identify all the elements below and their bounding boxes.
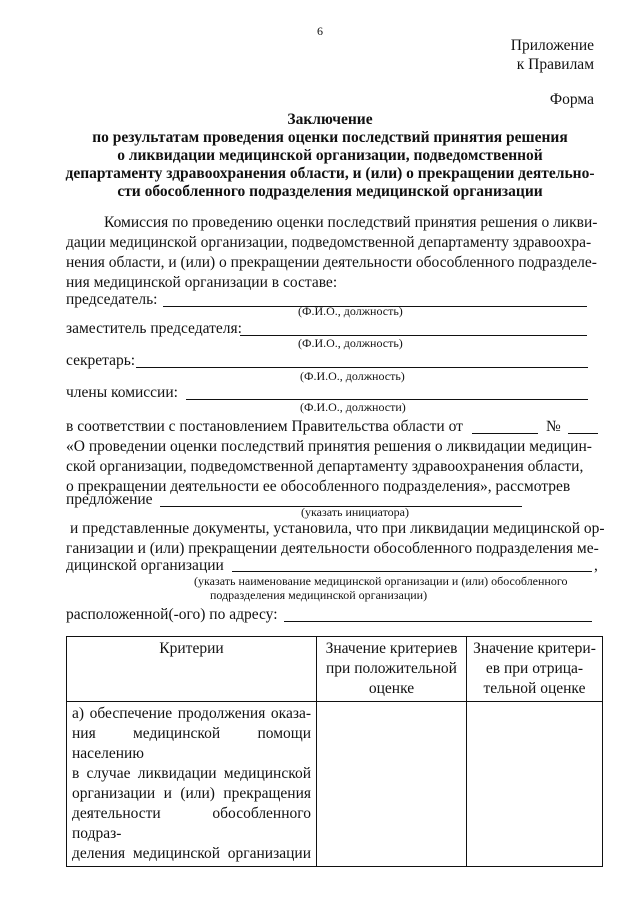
resolution-number-sign: №	[546, 418, 561, 435]
positive-value-cell[interactable]	[317, 702, 467, 867]
header-positive	[317, 637, 467, 702]
title-line-1: Заключение	[287, 111, 373, 128]
resolution-number-line[interactable]	[568, 433, 598, 434]
header-negative	[467, 637, 603, 702]
criteria-line: деления медицинской организации	[72, 845, 311, 862]
organization-hint-1: (указать наименование медицинской организации и (или) обособленного	[194, 574, 568, 588]
header-negative-line-3: тельной оценке	[483, 680, 586, 697]
header-positive-line-1: Значение критериев	[325, 640, 458, 657]
deputy-line[interactable]	[240, 335, 587, 336]
page-number: 6	[317, 24, 323, 38]
table-header-row	[67, 637, 603, 702]
appendix-line-1: Приложение	[510, 37, 594, 54]
organization-hint-2: подразделения медицинской организации)	[210, 588, 428, 602]
intro-line-4: ния медицинской организации в составе:	[66, 274, 338, 291]
title-line-5: сти обособленного подразделения медицинской организации	[117, 183, 543, 200]
resolution-line-1: в соответствии с постановлением Правительства области от	[66, 418, 463, 435]
criteria-line: деятельности обособленного подраз-	[72, 805, 311, 842]
header-criteria-line-1: Критерии	[159, 640, 224, 657]
criteria-line: организации и (или) прекращения	[72, 785, 311, 802]
members-label: члены комиссии:	[66, 384, 178, 401]
criteria-table	[66, 636, 603, 867]
address-label: расположенной(-ого) по адресу:	[66, 606, 278, 623]
intro-line-1: Комиссия по проведению оценки последствий принятия решения о ликви-	[104, 214, 598, 231]
members-hint: (Ф.И.О., должности)	[300, 400, 406, 414]
header-negative-line-1: Значение критери-	[473, 640, 596, 657]
header-positive-line-2: при положительной	[326, 660, 457, 677]
title-line-2: по результатам проведения оценки последствий принятия решения	[92, 129, 568, 146]
documents-line-1: и представленные документы, установила, что при ликвидации медицинской ор-	[70, 520, 605, 537]
criteria-line: а) обеспечение продолжения оказа-	[72, 705, 311, 722]
title-line-3: о ликвидации медицинской организации, подведомственной	[117, 147, 543, 164]
secretary-label: секретарь:	[66, 352, 136, 369]
criteria-cell	[67, 702, 317, 867]
organization-line[interactable]	[232, 571, 592, 572]
table-row	[67, 702, 603, 867]
appendix-line-2: к Правилам	[516, 56, 594, 73]
initiator-hint: (указать инициатора)	[301, 505, 409, 519]
criteria-line: ния медицинской помощи населению	[72, 725, 311, 762]
title-line-4: департаменту здравоохранения области, и (или) о прекращении деятельно-	[65, 165, 595, 182]
chairman-hint: (Ф.И.О., должность)	[298, 304, 403, 318]
chairman-label: председатель:	[66, 291, 158, 308]
resolution-line-3: ской организации, подведомственной департаменту здравоохранения области,	[66, 458, 584, 475]
resolution-date-line[interactable]	[472, 433, 538, 434]
criteria-line: в случае ликвидации медицинской	[72, 765, 311, 782]
documents-line-3: дицинской организации	[66, 557, 224, 574]
intro-line-3: нения области, и (или) о прекращении деятельности обособленного подразделе-	[66, 254, 597, 271]
address-line[interactable]	[284, 621, 592, 622]
deputy-label: заместитель председателя:	[66, 320, 242, 337]
resolution-line-5: предложение	[66, 491, 153, 508]
secretary-line[interactable]	[136, 367, 588, 368]
secretary-hint: (Ф.И.О., должность)	[300, 369, 405, 383]
documents-line-2: ганизации и (или) прекращении деятельности обособленного подразделения ме-	[66, 540, 599, 557]
header-criteria	[67, 637, 317, 702]
negative-value-cell[interactable]	[467, 702, 603, 867]
header-positive-line-3: оценке	[368, 680, 415, 697]
deputy-hint: (Ф.И.О., должность)	[298, 336, 403, 350]
resolution-line-2: «О проведении оценки последствий принятия решения о ликвидации медицин-	[66, 438, 592, 455]
resolution-line-4: о прекращении деятельности ее обособленного подразделения», рассмотрев	[66, 478, 571, 495]
documents-line-3-end: ,	[594, 557, 598, 574]
intro-line-2: дации медицинской организации, подведомственной департаменту здравоохра-	[66, 234, 592, 251]
form-label: Форма	[549, 91, 594, 108]
header-negative-line-2: ев при отрица-	[485, 660, 584, 677]
